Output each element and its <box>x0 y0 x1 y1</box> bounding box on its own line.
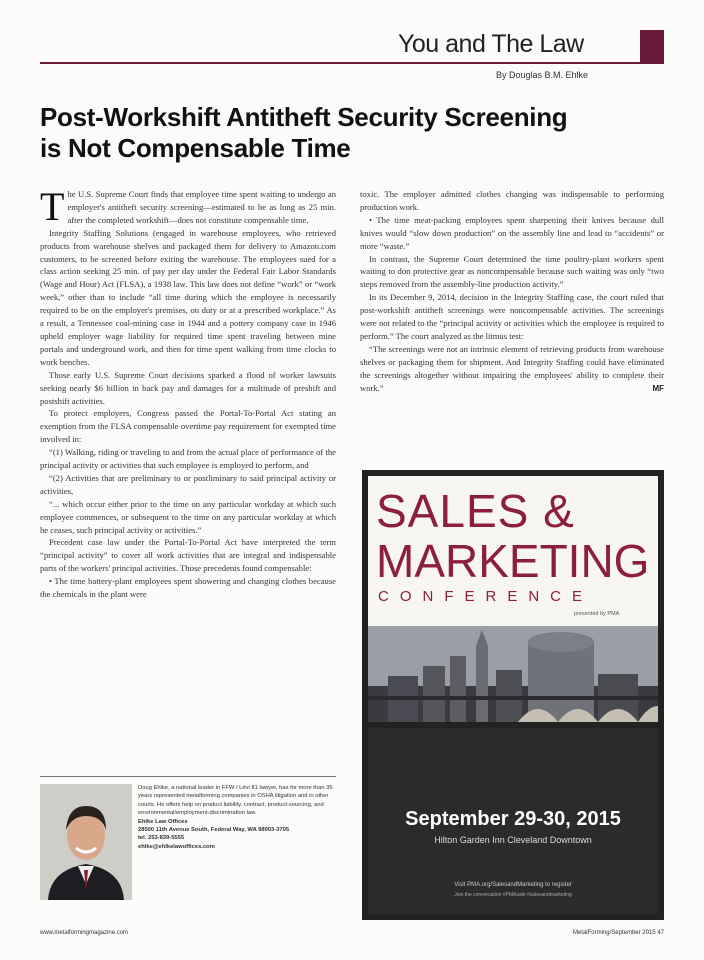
byline: By Douglas B.M. Ehlke <box>496 70 589 80</box>
article-paragraph: In its December 9, 2014, decision in the Integrity Staffing case, the court ruled that post-workshift antitheft screenings were noncompensable activities. The screenings were not related to the “principal activity or activities which the employee is required to perform.” The court analyzed as the litmus test: <box>360 292 664 341</box>
article-paragraph: Those early U.S. Supreme Court decisions sparked a flood of worker lawsuits seeking nearly $6 billion in back pay and damages for a multitude of preshift and postshift activities. <box>40 369 336 406</box>
article-paragraph: Precedent case law under the Portal-To-Portal Act have interpreted the term “principal activity” to cover all work activities that are integral and indispensable parts of the workers' principal activities. Those precedents found compensable: <box>40 537 336 574</box>
article-paragraph: In contrast, the Supreme Court determined the time poultry-plant workers spent waiting to don protective gear as noncompensable because such waiting was only “two steps removed from the assembly-line production activity.” <box>360 253 664 290</box>
article-paragraph: • The time battery-plant employees spent showering and changing clothes because the chemicals in the plant were <box>40 576 336 600</box>
author-phone: tel. 253-839-5555 <box>138 835 185 842</box>
conference-ad[interactable] <box>362 470 664 920</box>
article-paragraph: toxic. The employer admitted clothes changing was indispensable to performing production work. <box>360 189 664 212</box>
ad-venue: Hilton Garden Inn Cleveland Downtown <box>434 835 592 845</box>
author-bio <box>138 784 336 851</box>
article-paragraph: To protect employers, Congress passed the Portal-To-Portal Act stating an exemption from the FLSA compensable overtime pay requirement for exempted time involved in: <box>40 408 336 445</box>
article-paragraph: “(1) Walking, riding or traveling to and from the actual place of performance of the principal activity or activities that such employee is employed to perform, and <box>40 447 336 471</box>
footer-url: www.metalformingmagazine.com <box>40 930 129 936</box>
article-paragraph: Integrity Staffing Solutions (engaged in warehouse employees, who retrieved products from warehouse shelves and packaged them for delivery to Amazon.com customers, to be screened before exiting the warehouse. The employees sued for a class action seeking 25 min. of pay per day under the Federal Fair Labor Standards (Wage and Hour) Act (FLSA), a 1938 law. This law does not define “work” or “work week,” other than to include “all time during which the employee is necessarily required to be on the employer's premises, on duty or at a prescribed workplace.” As a result, a Tennessee coal-mining case in 1944 and a pottery company case in 1946 upheld employer wage liability for required time spent traveling between mine portals and underground work, and then for time spent walking from time clocks to work benches. <box>40 227 336 367</box>
ad-register-link[interactable]: Visit PMA.org/SalesandMarketing to register <box>454 882 572 888</box>
ad-title-sales: SALES & <box>376 485 575 537</box>
end-mark: MF <box>652 383 664 393</box>
ad-hashtag: Join the conversation #PMAsale #salesandmarketing <box>454 892 572 898</box>
ad-title-conference: CONFERENCE <box>378 588 594 605</box>
article-paragraph: “... which occur either prior to the time on any particular workday at which such employee commences, or subsequent to the time on any particular workday at which he ceases, such principal activity or activities.” <box>40 498 336 535</box>
author-bio-text: Doug Ehlke, a national leader in FFW / Lévi 81 lawyer, has for more than 35 years represented metalforming companies in OSHA litigation and in other courts. He offers help on product liability, contract, product-sourcing, and environmental/employment-discrimination law. <box>138 785 333 817</box>
ad-top-panel <box>368 476 658 722</box>
author-address: 28500 11th Avenue South, Federal Way, WA 98003-3705 <box>138 827 290 834</box>
article-paragraph: “(2) Activities that are preliminary to or postliminary to said principal activity or activities, <box>40 472 336 496</box>
article-paragraph: The U.S. Supreme Court finds that employee time spent waiting to undergo an employer's antitheft security screening—estimated to be as long as 25 min. after the completed workshift—does not constitute compensable time. <box>40 184 336 229</box>
author-firm: Ehlke Law Offices <box>138 818 188 825</box>
article-paragraph: • The time meat-packing employees spent sharpening their knives because dull knives would “slow down production” on the assembly line and lead to “accidents” or more “waste.” <box>360 214 664 251</box>
ad-date: September 29-30, 2015 <box>405 808 621 830</box>
article-column-left <box>40 184 336 601</box>
article-paragraph: “The screenings were not an intrinsic element of retrieving products from warehouse shelves or packaging them for shipment. And Integrity Staffing could have eliminated the screenings altogether without impairing the employees' ability to complete their work.” <box>360 343 664 393</box>
author-divider <box>40 776 336 777</box>
ad-bottom-panel <box>368 728 658 914</box>
section-title: You and The Law <box>398 30 584 58</box>
author-web: ehlke@ehlkelawoffices.com <box>138 843 215 850</box>
article-column-right <box>360 188 664 395</box>
article-headline <box>40 102 640 164</box>
footer-page-info: MetalForming/September 2015 47 <box>572 930 664 936</box>
drop-cap: T <box>40 184 65 229</box>
author-photo <box>40 784 132 900</box>
ad-presented-by: presented by PMA <box>574 611 620 617</box>
headline-line-2: is Not Compensable Time <box>40 133 351 163</box>
city-skyline-image <box>368 626 658 722</box>
section-rule <box>40 62 640 64</box>
section-color-block <box>640 30 664 64</box>
headline-line-1: Post-Workshift Antitheft Security Screening <box>40 102 568 132</box>
ad-title-marketing: MARKETING <box>376 535 650 587</box>
